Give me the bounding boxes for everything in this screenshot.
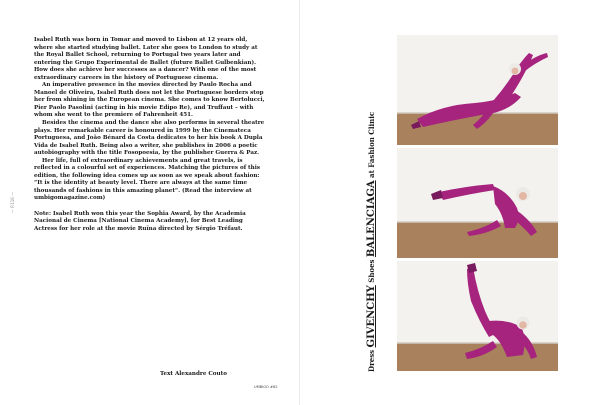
dress-brand: GIVENCHY: [366, 285, 377, 348]
dress-label: Dress: [367, 349, 376, 372]
shoes-label: Shoes: [367, 259, 376, 283]
article-paragraph: An imperative presence in the movies directed by Paulo Rocha and Manoel de Oliveira, Isabel Ruth does not let the Portuguese borders stop her from shining in the European cinema. She comes to know Bertolucci, Pier Paolo Pasolini (acting in his movie Edipo Re), and Truffaut – with whom she went to the premiere of Fahrenheit 451.: [34, 82, 265, 119]
article-paragraph: Her life, full of extraordinary achievements and great travels, is reflected in a colourful set of experiences. Matching the pictures of this edition, the following idea comes up as soon as we speak about fashion: “It is the identity at beauty level. There are always at the same time thousands of fashions in this amazing planet”. (Read the interview at umbigomagazine.com): [34, 157, 260, 202]
photo-1: [397, 35, 558, 145]
article-paragraph: Besides the cinema and the dance she also performs in several theatre plays. Her remarkable career is honoured in 1999 by the Cinemateca Portuguesa, and João Bénard da Costa dedicates to her his book A Dupla Vida de Isabel Ruth. Being also a writer, she publishes in 2006 a poetic autobiography with the title Fosopoesia, by the publisher Guerra & Paz.: [34, 120, 265, 157]
folio: UMBIGO #62: [254, 385, 278, 389]
article-body: [34, 37, 266, 233]
article-note: Note: Isabel Ruth won this year the Sophia Award, by the Academia Nacional de Cinema [National Cinema Academy], for Best Leading Actress for her role at the movie Ruïna directed by Sérgio Tréfaut.: [34, 210, 246, 232]
author-credit: Text Alexandre Couto: [160, 371, 227, 377]
shoes-brand: BALENCIAGA: [366, 180, 377, 258]
photo-2: [397, 148, 558, 258]
page-number-left: — P.116 —: [10, 191, 16, 214]
photo-3: [397, 261, 558, 371]
store-label: at Fashion Clinic: [367, 111, 376, 178]
article-paragraph: Isabel Ruth was born in Tomar and moved to Lisbon at 12 years old, where she started studying ballet. Later she goes to London to study at the Royal Ballet School, returning to Portugal two years later and entering the Grupo Experimental de Ballet (future Ballet Gulbenkian). How does she achieve her successes as a dancer? With one of the most extraordinary careers in the history of Portuguese cinema.: [34, 37, 258, 81]
fashion-credit-caption: [366, 52, 378, 372]
